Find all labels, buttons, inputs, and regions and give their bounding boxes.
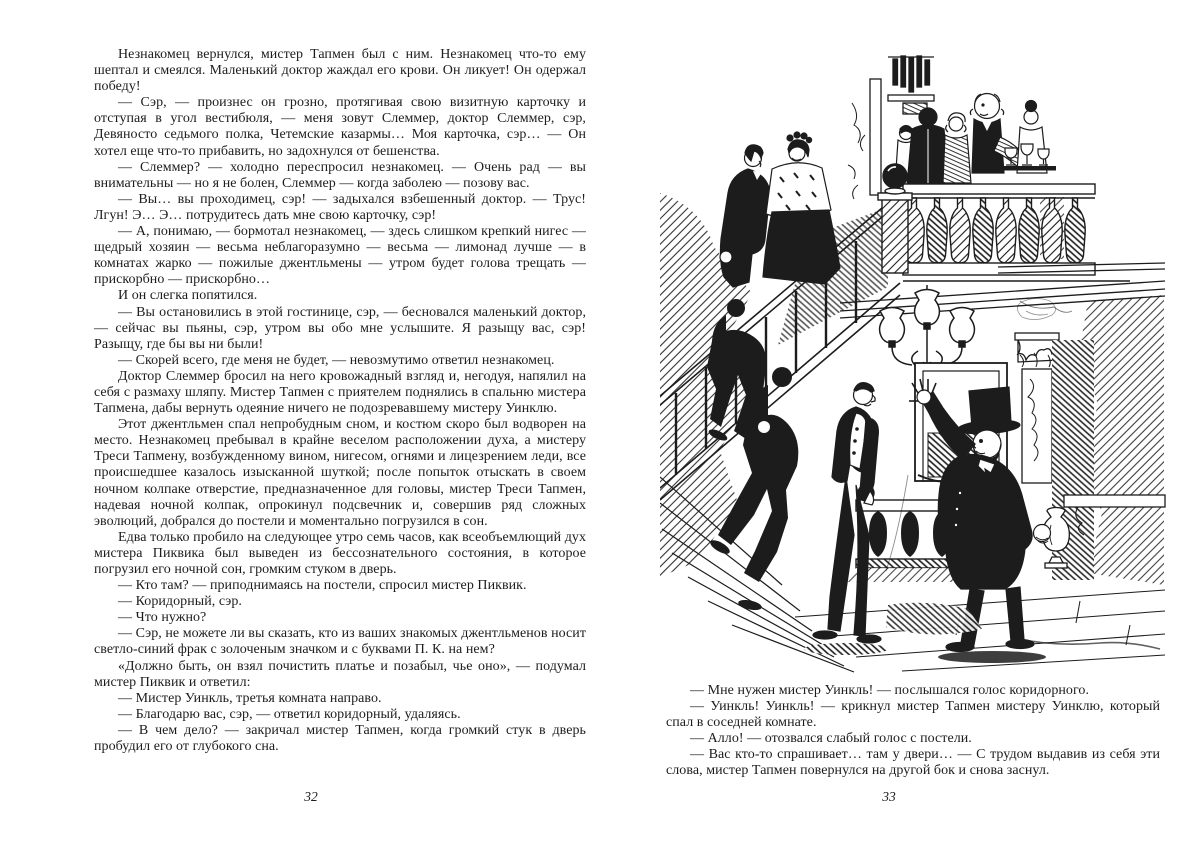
paragraph: — Что нужно? — [118, 610, 207, 626]
paragraph: — Сэр, не можете ли вы сказать, кто из ваших знакомых джентльменов носит светло-синий фрак с золоченым значком и с буквами П. К. на нем? — [94, 626, 586, 658]
page-number-right: 33 — [882, 789, 896, 804]
paragraph: — Вы… вы проходимец, сэр! — задыхался взбешенный доктор. — Трус! Лгун! Э… Э… потрудитесь дать мне свою карточку, сэр! — [94, 191, 586, 223]
paragraph: — Кто там? — приподнимаясь на постели, спросил мистер Пиквик. — [118, 578, 527, 594]
paragraph: Этот джентльмен спал непробудным сном, и костюм скоро был водворен на место. Незнакомец пребывал в крайне веселом расположении духа, а мистеру Треси Тапмену, возбужденному вином, нигесом, огнями и лицезрением леди, все происшедшее казалось изысканной шуткой; после попыток отыскать в своем ночном колпаке отверстие, предназначенное для головы, мистер Треси Тапмен, надевая ночной колпак, опрокинул подсвечник и, совершив ряд сложных эволюций, добрался до постели и моментально погрузился в сон. — [94, 417, 586, 529]
thin-gentleman — [813, 383, 881, 643]
right-page-text — [666, 683, 1160, 780]
paragraph: — Уинкль! Уинкль! — крикнул мистер Тапмен мистеру Уинклю, который спал в соседней комнате. — [666, 699, 1160, 731]
paragraph: Доктор Слеммер бросил на него кровожадный взгляд и, негодуя, напялил на себя с размаху шляпу. Мистер Тапмен с приятелем поднялись в спальню мистера Тапмена, дабы вернуть одеяние ничего не подозревавшему мистеру Уинклю. — [94, 368, 586, 417]
paragraph: И он слегка попятился. — [118, 288, 258, 304]
paragraph: — Мистер Уинкль, третья комната направо. — [118, 690, 382, 706]
paragraph: — Коридорный, сэр. — [118, 594, 242, 610]
paragraph: — Вас кто-то спрашивает… там у двери… — С трудом выдавив из себя эти слова, мистер Тапмен повернулся на другой бок и снова заснул. — [666, 747, 1160, 779]
paragraph: — Мне нужен мистер Уинкль! — послышался голос коридорного. — [690, 683, 1090, 698]
paragraph: — Благодарю вас, сэр, — ответил коридорный, удаляясь. — [118, 706, 461, 722]
paragraph: — Слеммер? — холодно переспросил незнакомец. — Очень рад — вы внимательны — но я не болен, Слеммер — когда заболею — позову вас. — [94, 159, 586, 191]
paragraph: — Алло! — отозвался слабый голос с постели. — [690, 731, 972, 747]
paragraph: — А, понимаю, — бормотал незнакомец, — здесь слишком крепкий нигес — щедрый хозяин — весьма неблагоразумно — весьма — лимонад лучше — в комнатах жарко — пожилые джентльмены — утром будет голова трещать — прискорбно — прискорбно… — [94, 224, 586, 288]
illustration-staircase-scene — [660, 45, 1170, 673]
paragraph: — Сэр, — произнес он грозно, протягивая свою визитную карточку и отступая в угол вестибюля, — меня зовут Слеммер, доктор Слеммер, сэр, Девяносто седьмого полка, Четемские казармы… Моя карточка, сэр… — Он хотел еще что-то прибавить, но задохнулся от бешенства. — [94, 95, 586, 159]
paragraph: Незнакомец вернулся, мистер Тапмен был с ним. Незнакомец что-то ему шептал и смеялся. Маленький доктор жаждал его крови. Он ликует! Он одержал победу! — [94, 47, 586, 95]
page-number-left: 32 — [304, 789, 318, 804]
left-page-text — [94, 47, 586, 755]
paragraph: — В чем дело? — закричал мистер Тапмен, когда громкий стук в дверь пробудил его от глубокого сна. — [94, 722, 586, 755]
couple-on-stairs — [720, 132, 840, 287]
paragraph: «Должно быть, он взял почистить платье и позабыл, чье оно», — подумал мистер Пиквик и ответил: — [94, 658, 586, 690]
paragraph: Едва только пробило на следующее утро семь часов, как всеобъемлющий дух мистера Пиквика был выведен из бессознательного состояния, в которое погрузил его ночной сон, громким стуком в дверь. — [94, 529, 586, 577]
paragraph: — Вы остановились в этой гостинице, сэр, — бесновался маленький доктор, — сейчас вы пьяны, сэр, утром вы обо мне услышите. Я разыщу вас, сэр! Разыщу, где бы вы ни были! — [94, 304, 586, 352]
paragraph: — Скорей всего, где меня не будет, — невозмутимо ответил незнакомец. — [118, 352, 555, 368]
